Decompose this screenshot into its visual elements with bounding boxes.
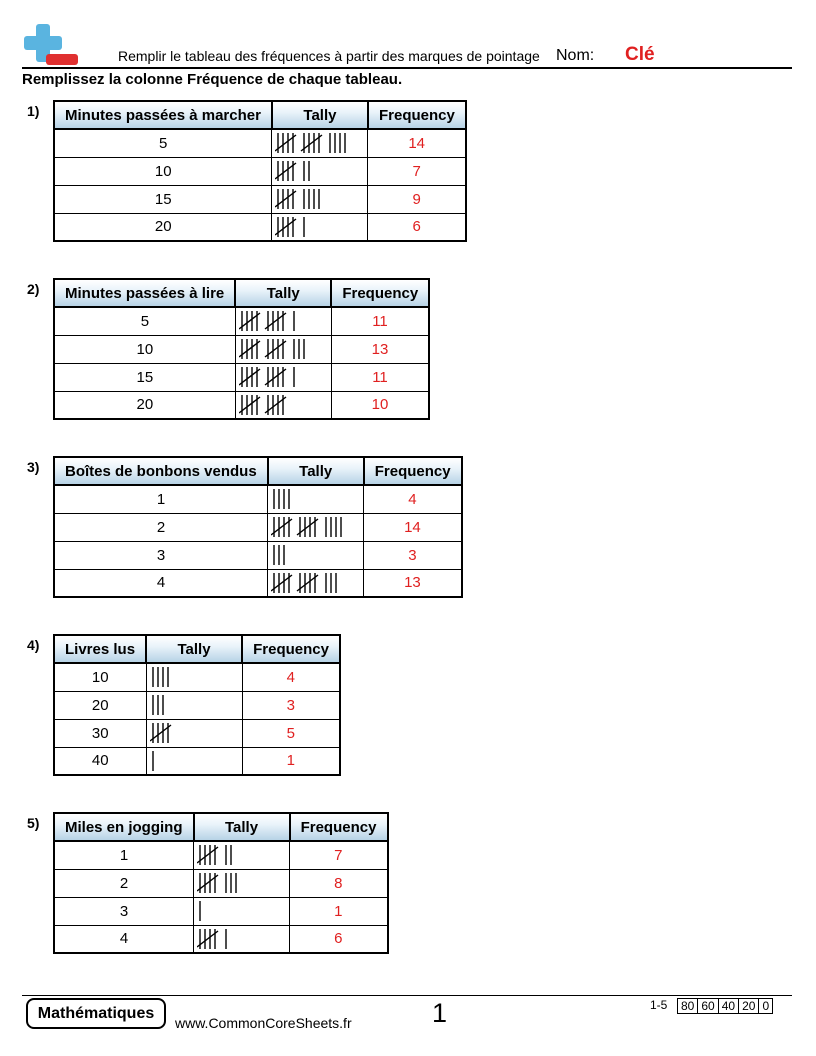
frequency-table-3	[53, 456, 463, 598]
table-row	[54, 541, 462, 569]
table-row	[54, 747, 340, 775]
frequency-answer: 6	[368, 213, 466, 241]
score-box: 20	[739, 998, 759, 1014]
category-value: 4	[54, 925, 194, 953]
frequency-answer: 3	[242, 691, 340, 719]
category-value: 3	[54, 541, 268, 569]
column-header-frequency: Frequency	[364, 457, 462, 485]
tally-marks-drawing	[275, 187, 327, 211]
column-header-tally: Tally	[235, 279, 331, 307]
footer-divider	[22, 995, 792, 996]
frequency-table-5	[53, 812, 389, 954]
table-row	[54, 335, 429, 363]
frequency-answer: 8	[290, 869, 388, 897]
answer-key-label: Clé	[625, 44, 655, 65]
tally-marks	[194, 897, 290, 925]
tally-marks	[272, 157, 368, 185]
table-row	[54, 307, 429, 335]
tally-marks-drawing	[239, 309, 302, 333]
website-link[interactable]: www.CommonCoreSheets.fr	[175, 1015, 352, 1031]
category-value: 10	[54, 663, 146, 691]
table-row	[54, 513, 462, 541]
category-value: 15	[54, 185, 272, 213]
frequency-answer: 11	[331, 307, 429, 335]
worksheet-title: Remplir le tableau des fréquences à partir des marques de pointage	[118, 48, 540, 64]
table-row	[54, 897, 388, 925]
tally-marks-drawing	[239, 337, 312, 361]
tally-marks	[268, 485, 364, 513]
score-box: 0	[759, 998, 773, 1014]
tally-marks-drawing	[197, 927, 234, 951]
tally-marks	[194, 869, 290, 897]
tally-marks	[146, 719, 242, 747]
problem-number-1: 1)	[27, 103, 40, 119]
column-header-category: Boîtes de bonbons vendus	[54, 457, 268, 485]
frequency-answer: 1	[290, 897, 388, 925]
frequency-table-4	[53, 634, 341, 776]
tally-marks-drawing	[197, 899, 208, 923]
problem-number-5: 5)	[27, 815, 40, 831]
tally-marks	[268, 541, 364, 569]
frequency-answer: 14	[368, 129, 466, 157]
category-value: 30	[54, 719, 146, 747]
tally-marks-drawing	[275, 131, 353, 155]
category-value: 15	[54, 363, 235, 391]
category-value: 2	[54, 869, 194, 897]
tally-marks	[146, 663, 242, 691]
problem-number-2: 2)	[27, 281, 40, 297]
tally-marks	[194, 925, 290, 953]
tally-marks-drawing	[271, 571, 344, 595]
tally-marks	[272, 129, 368, 157]
score-boxes	[677, 998, 773, 1014]
column-header-tally: Tally	[272, 101, 368, 129]
frequency-answer: 11	[331, 363, 429, 391]
column-header-category: Minutes passées à marcher	[54, 101, 272, 129]
category-value: 10	[54, 335, 235, 363]
tally-marks	[268, 569, 364, 597]
problem-number-4: 4)	[27, 637, 40, 653]
tally-marks	[235, 363, 331, 391]
column-header-frequency: Frequency	[242, 635, 340, 663]
column-header-tally: Tally	[146, 635, 242, 663]
frequency-answer: 13	[364, 569, 462, 597]
score-box: 60	[698, 998, 718, 1014]
column-header-tally: Tally	[268, 457, 364, 485]
tally-marks-drawing	[239, 365, 302, 389]
category-value: 5	[54, 129, 272, 157]
tally-marks	[194, 841, 290, 869]
frequency-answer: 7	[368, 157, 466, 185]
table-row	[54, 363, 429, 391]
column-header-category: Minutes passées à lire	[54, 279, 235, 307]
tally-marks-drawing	[150, 665, 176, 689]
frequency-answer: 4	[364, 485, 462, 513]
frequency-table-1	[53, 100, 467, 242]
tally-marks	[146, 747, 242, 775]
category-value: 40	[54, 747, 146, 775]
frequency-answer: 5	[242, 719, 340, 747]
score-box: 80	[677, 998, 698, 1014]
category-value: 20	[54, 691, 146, 719]
frequency-answer: 1	[242, 747, 340, 775]
plus-minus-logo-icon	[22, 22, 80, 68]
name-label: Nom:	[556, 47, 595, 64]
tally-marks-drawing	[275, 159, 317, 183]
category-value: 20	[54, 391, 235, 419]
frequency-answer: 3	[364, 541, 462, 569]
page-number: 1	[432, 998, 448, 1028]
tally-marks-drawing	[239, 393, 297, 417]
problem-number-3: 3)	[27, 459, 40, 475]
category-value: 4	[54, 569, 268, 597]
table-row	[54, 185, 466, 213]
header-divider	[22, 67, 792, 69]
score-range-label: 1-5	[650, 998, 668, 1012]
tally-marks	[272, 185, 368, 213]
table-row	[54, 485, 462, 513]
category-value: 2	[54, 513, 268, 541]
tally-marks-drawing	[275, 215, 312, 239]
frequency-answer: 4	[242, 663, 340, 691]
subject-badge: Mathématiques	[26, 998, 166, 1029]
frequency-table-2	[53, 278, 430, 420]
frequency-answer: 9	[368, 185, 466, 213]
table-row	[54, 925, 388, 953]
tally-marks	[146, 691, 242, 719]
frequency-answer: 7	[290, 841, 388, 869]
tally-marks-drawing	[150, 721, 182, 745]
tally-marks-drawing	[197, 871, 244, 895]
table-row	[54, 841, 388, 869]
instructions: Remplissez la colonne Fréquence de chaque tableau.	[22, 71, 403, 88]
table-row	[54, 391, 429, 419]
tally-marks	[268, 513, 364, 541]
frequency-answer: 10	[331, 391, 429, 419]
column-header-category: Livres lus	[54, 635, 146, 663]
tally-marks-drawing	[197, 843, 239, 867]
tally-marks-drawing	[271, 487, 297, 511]
table-row	[54, 129, 466, 157]
tally-marks-drawing	[150, 749, 161, 773]
category-value: 10	[54, 157, 272, 185]
tally-marks-drawing	[150, 693, 171, 717]
score-box: 40	[719, 998, 739, 1014]
category-value: 3	[54, 897, 194, 925]
column-header-tally: Tally	[194, 813, 290, 841]
table-row	[54, 213, 466, 241]
column-header-frequency: Frequency	[331, 279, 429, 307]
tally-marks	[272, 213, 368, 241]
tally-marks	[235, 307, 331, 335]
tally-marks	[235, 391, 331, 419]
table-row	[54, 691, 340, 719]
table-row	[54, 569, 462, 597]
table-row	[54, 869, 388, 897]
category-value: 1	[54, 485, 268, 513]
table-row	[54, 157, 466, 185]
frequency-answer: 13	[331, 335, 429, 363]
category-value: 20	[54, 213, 272, 241]
column-header-frequency: Frequency	[290, 813, 388, 841]
frequency-answer: 6	[290, 925, 388, 953]
category-value: 1	[54, 841, 194, 869]
tally-marks-drawing	[271, 543, 292, 567]
column-header-frequency: Frequency	[368, 101, 466, 129]
category-value: 5	[54, 307, 235, 335]
table-row	[54, 719, 340, 747]
tally-marks	[235, 335, 331, 363]
column-header-category: Miles en jogging	[54, 813, 194, 841]
tally-marks-drawing	[271, 515, 349, 539]
frequency-answer: 14	[364, 513, 462, 541]
table-row	[54, 663, 340, 691]
